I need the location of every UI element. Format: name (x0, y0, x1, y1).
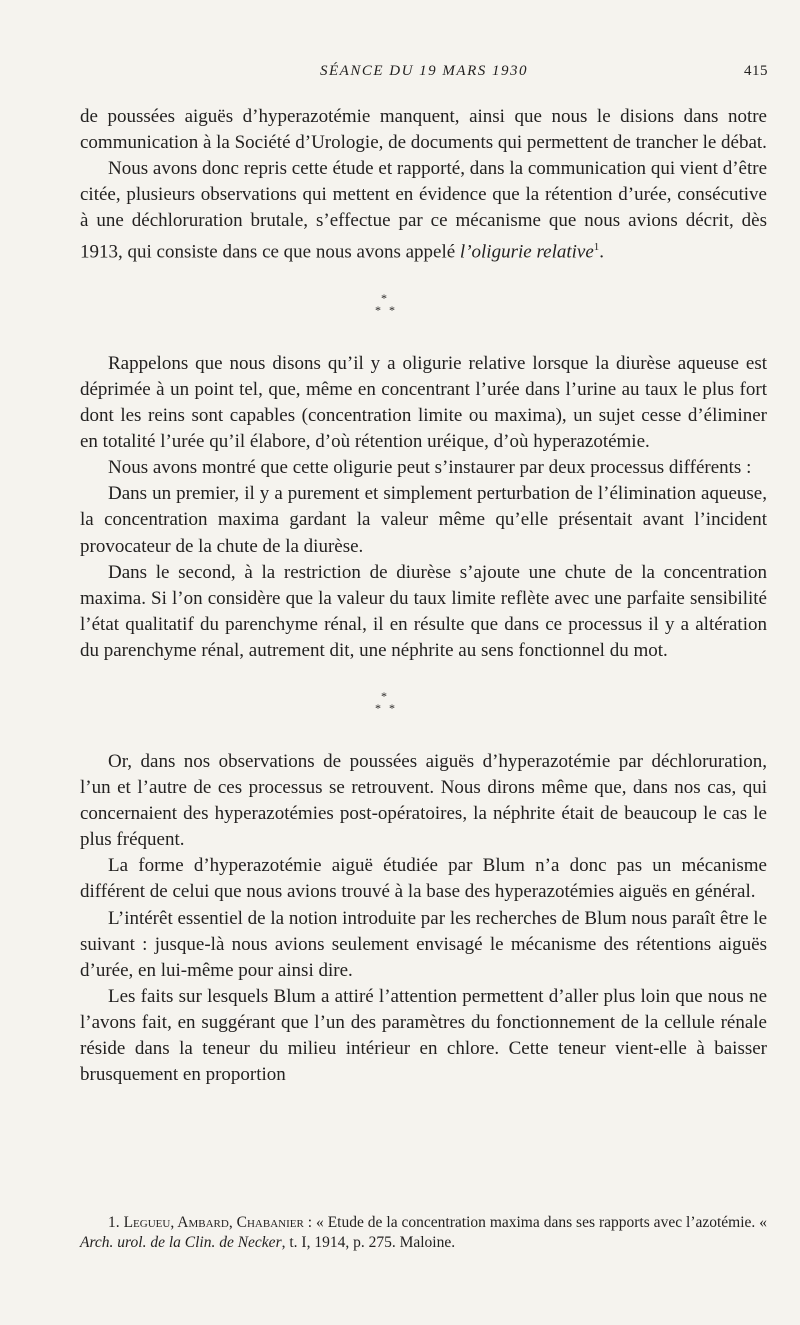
asterism-divider (80, 664, 767, 749)
body-text (80, 104, 767, 1088)
asterism-star: * (381, 290, 387, 305)
asterism-star: * (375, 302, 381, 317)
asterism-star: * (389, 302, 395, 317)
asterism-star: * (381, 689, 387, 704)
paragraph-3: Rappelons que nous disons qu’il y a oligurie relative lorsque la diurèse aqueuse est déprimée à un point tel, que, même en concentrant l’urée dans l’urine au taux le plus fort dont les reins sont capables (concentration limite ou maxima), un sujet cesse d’éliminer en totalité l’urée qu’il élabore, d’où rétention uréique, d’où hyperazotémie. (80, 352, 767, 453)
running-title: SÉANCE DU 19 MARS 1930 (320, 63, 528, 79)
asterism-star: * (389, 701, 395, 716)
paragraph-8: La forme d’hyperazotémie aiguë étudiée par Blum n’a donc pas un mécanisme différent de celui que nous avions trouvé à la base des hyperazotémies aiguës en général. (80, 855, 767, 903)
paragraph-5: Dans un premier, il y a purement et simplement perturbation de l’élimination aqueuse, la concentration maxima gardant la valeur même qu’elle présentait avant l’incident provocateur de la chute de la diurèse. (80, 483, 767, 557)
paragraph-6: Dans le second, à la restriction de diurèse s’ajoute une chute de la concentration maxima. Si l’on considère que la valeur du taux limite reflète avec une parfaite sensibilité l’état qualitatif du parenchyme rénal, il en résulte que dans ce processus il y a altération du parenchyme rénal, autrement dit, une néphrite au sens fonctionnel du mot. (80, 561, 767, 661)
footnote-authors: Legueu, Ambard, Chabanier (123, 1214, 304, 1231)
footnote-journal: Arch. urol. de la Clin. de Necker (80, 1234, 282, 1251)
footnote-ref: 1 (593, 241, 600, 254)
paragraph-1: de poussées aiguës d’hyperazotémie manquent, ainsi que nous le disions dans notre communication à la Société d’Urologie, de documents qui permettent de trancher le débat. (80, 106, 767, 154)
asterism-divider (80, 266, 767, 351)
running-head (80, 63, 768, 85)
asterism-star: * (375, 701, 381, 716)
footnote-text: : « Etude de la concentration maxima dans ses rapports avec l’azotémie. « (303, 1214, 767, 1231)
footnote-citation-end: , t. I, 1914, p. 275. Maloine. (281, 1234, 456, 1251)
paragraph-2 (80, 156, 767, 266)
footnote (80, 1213, 767, 1253)
footnote-number: 1. (108, 1214, 120, 1231)
page-number: 415 (744, 63, 768, 79)
paragraph-7: Or, dans nos observations de poussées aiguës d’hyperazotémie par déchloruration, l’un et l’autre de ces processus se retrouvent. Nous dirons même que, dans nos cas, qui concernaient des hyperazotémies post-opératoires, la néphrite était de beaucoup le cas le plus fréquent. (80, 751, 767, 851)
paragraph-2-text: Nous avons donc repris cette étude et rapporté, dans la communication qui vient d’être citée, plusieurs observations qui mettent en évidence que la rétention d’urée, consécutive à une déchloruration brutale, s’effectue par ce mécanisme que nous avions décrit, dès 1913, qui consiste dans ce que nous avons appelé (80, 158, 767, 263)
paragraph-4: Nous avons montré que cette oligurie peut s’instaurer par deux processus différents : (108, 457, 752, 479)
paragraph-9: L’intérêt essentiel de la notion introduite par les recherches de Blum nous paraît être le suivant : jusque-là nous avions seulement envisagé le mécanisme des rétentions aiguës d’urée, en lui-même pour ainsi dire. (80, 907, 767, 981)
paragraph-10: Les faits sur lesquels Blum a attiré l’attention permettent d’aller plus loin que nous ne l’avons fait, en suggérant que l’un des paramètres du fonctionnement de la cellule rénale réside dans la teneur du milieu intérieur en chlore. Cette teneur vient-elle à baisser brusquement en proportion (80, 985, 767, 1086)
paragraph-2-end: . (599, 241, 605, 263)
term-oligurie-relative: l’oligurie relative (459, 241, 594, 263)
